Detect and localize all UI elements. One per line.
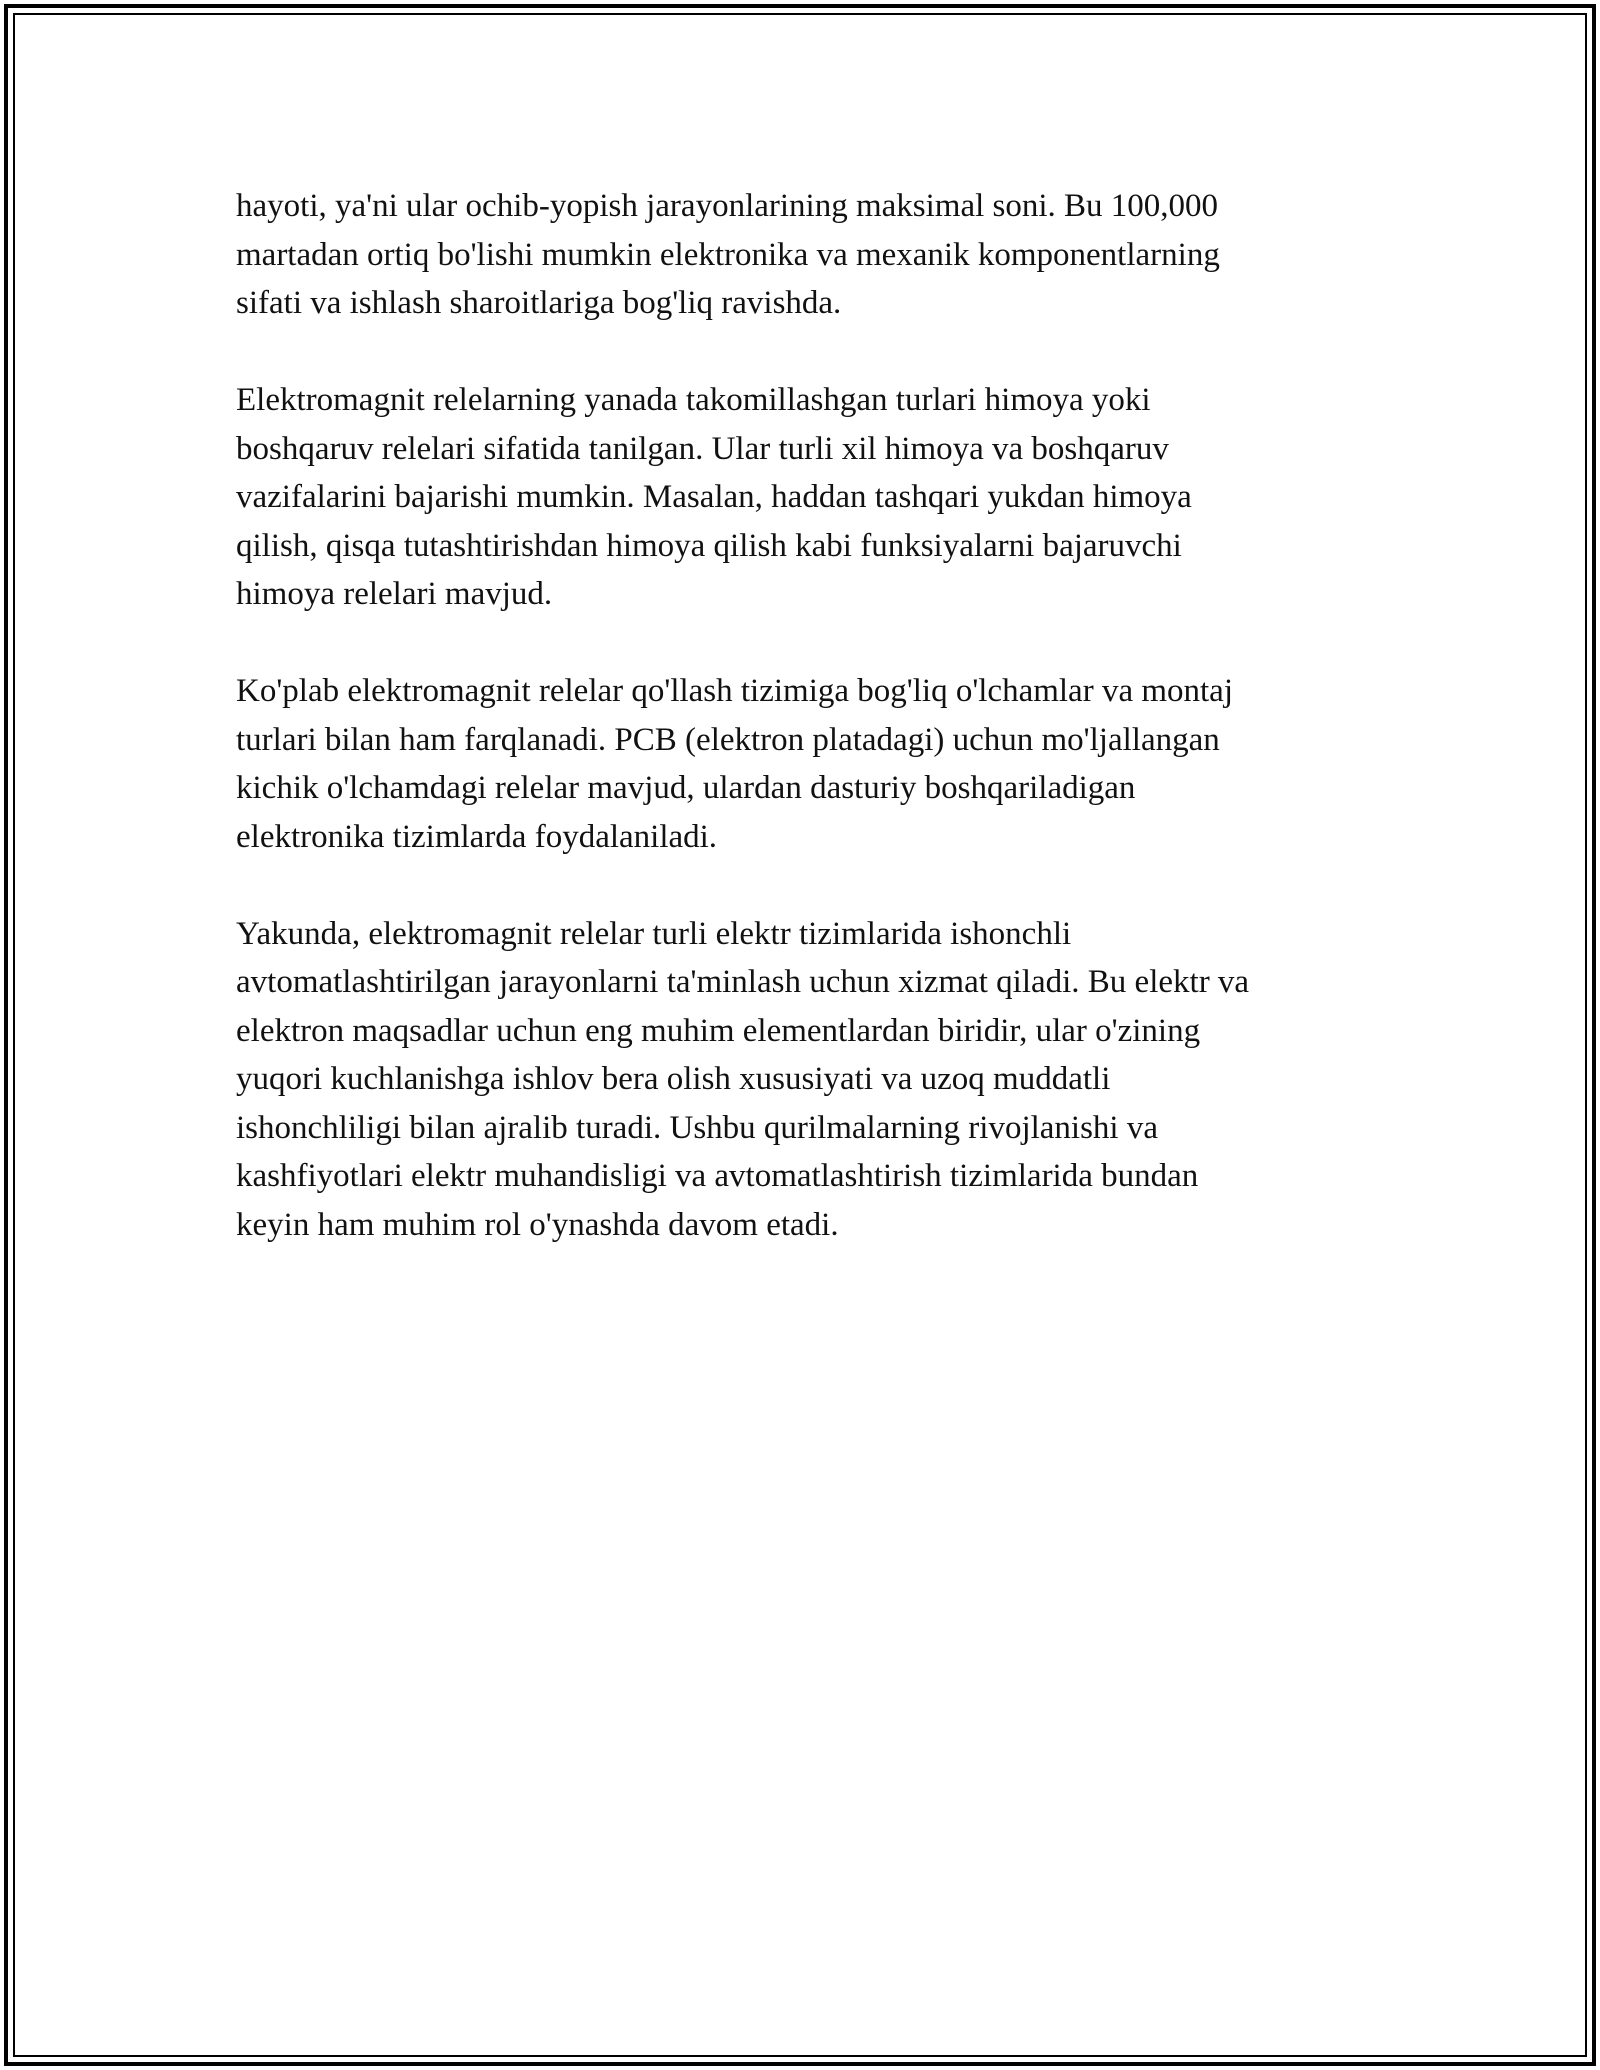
paragraph-1: hayoti, ya'ni ular ochib-yopish jarayonlarining maksimal soni. Bu 100,000 martadan ortiq bo'lishi mumkin elektronika va mexanik komponentlarning sifati va ishlash sharoitlariga bog'liq ravishda.	[236, 188, 1220, 321]
document-body	[236, 182, 1386, 1298]
paragraph-4: Yakunda, elektromagnit relelar turli elektr tizimlarida ishonchli avtomatlashtirilgan jarayonlarni ta'minlash uchun xizmat qiladi. Bu elektr va elektron maqsadlar uchun eng muhim elementlardan biridir, ular o'zining yuqori kuchlanishga ishlov bera olish xususiyati va uzoq muddatli ishonchliligi bilan ajralib turadi. Ushbu qurilmalarning rivojlanishi va kashfiyotlari elektr muhandisligi va avtomatlashtirish tizimlarida bundan keyin ham muhim rol o'ynashda davom etadi.	[236, 915, 1250, 1243]
paragraph-3: Ko'plab elektromagnit relelar qo'llash tizimiga bog'liq o'lchamlar va montaj turlari bilan ham farqlanadi. PCB (elektron platadagi) uchun mo'ljallangan kichik o'lchamdagi relelar mavjud, ulardan dasturiy boshqariladigan elektronika tizimlarda foydalaniladi.	[236, 673, 1233, 855]
paragraph-2: Elektromagnit relelarning yanada takomillashgan turlari himoya yoki boshqaruv relelari sifatida tanilgan. Ular turli xil himoya va boshqaruv vazifalarini bajarishi mumkin. Masalan, haddan tashqari yukdan himoya qilish, qisqa tutashtirishdan himoya qilish kabi funksiyalarni bajaruvchi himoya relelari mavjud.	[236, 382, 1192, 612]
